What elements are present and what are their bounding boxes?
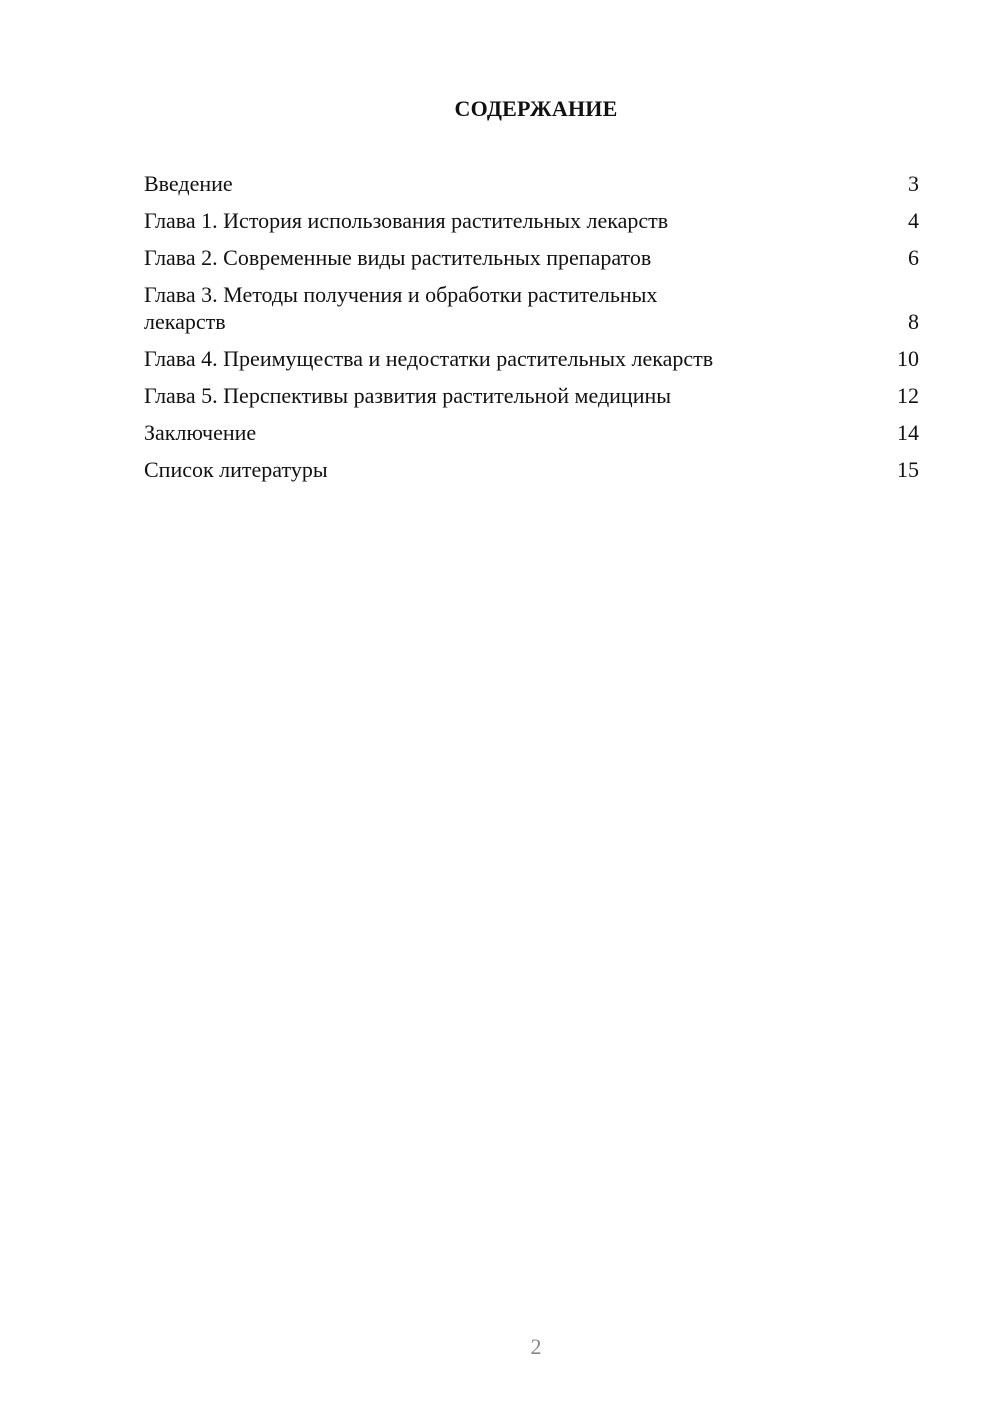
toc-item-introduction: [144, 170, 919, 197]
toc-item-page: 8: [908, 309, 919, 334]
toc-item-chapter-5: [144, 382, 919, 409]
toc-item-page: 4: [908, 208, 919, 233]
toc-item-label: Глава 1. История использования растительных лекарств: [144, 208, 669, 233]
toc-item-label: Глава 4. Преимущества и недостатки растительных лекарств: [144, 346, 714, 371]
toc-item-label: Глава 2. Современные виды растительных препаратов: [144, 245, 652, 270]
toc-item-chapter-3: [144, 281, 919, 335]
page-title: СОДЕРЖАНИЕ: [454, 96, 618, 121]
toc-item-references: [144, 456, 919, 483]
toc-item-page: 3: [908, 171, 919, 196]
table-of-contents: [144, 170, 919, 493]
toc-item-page: 12: [897, 383, 919, 408]
toc-item-label: Список литературы: [144, 457, 328, 482]
toc-item-page: 10: [897, 346, 919, 371]
toc-item-chapter-4: [144, 345, 919, 372]
toc-item-label: Введение: [144, 171, 233, 196]
toc-item-conclusion: [144, 419, 919, 446]
toc-item-page: 14: [897, 420, 919, 445]
toc-item-label: Глава 5. Перспективы развития растительной медицины: [144, 383, 672, 408]
toc-item-page: 6: [908, 245, 919, 270]
toc-item-chapter-2: [144, 244, 919, 271]
toc-item-label: Заключение: [144, 420, 257, 445]
page-number: 2: [530, 1334, 542, 1359]
toc-item-chapter-1: [144, 207, 919, 234]
toc-item-label: Глава 3. Методы получения и обработки растительных лекарств: [144, 282, 658, 334]
toc-item-page: 15: [897, 457, 919, 482]
